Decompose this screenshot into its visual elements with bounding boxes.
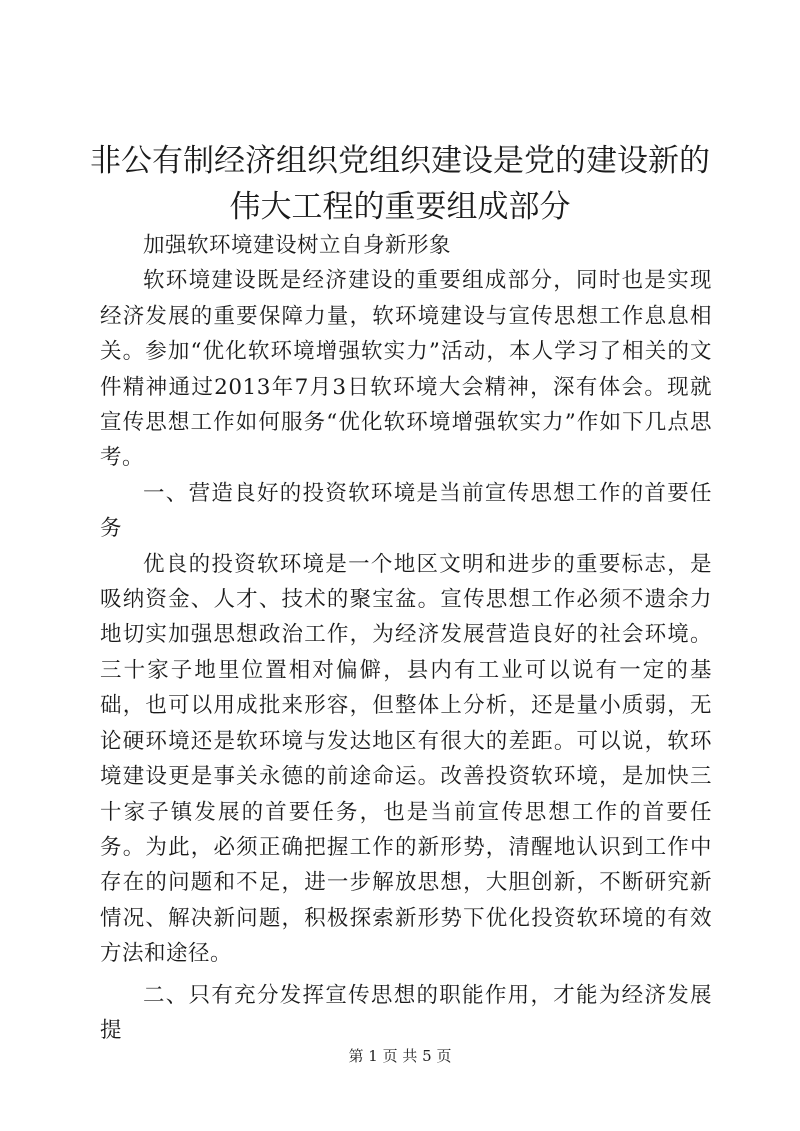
document-body bbox=[100, 228, 712, 1048]
section-1-paragraph: 优良的投资软环境是一个地区文明和进步的重要标志，是吸纳资金、人才、技术的聚宝盆。宣传思想工作必须不遗余力地切实加强思想政治工作，为经济发展营造良好的社会环境。三十家子地里位置相对偏僻，县内有工业可以说有一定的基础，也可以用成批来形容，但整体上分析，还是量小质弱，无论硬环境还是软环境与发达地区有很大的差距。可以说，软环境建设更是事关永德的前途命运。改善投资软环境，是加快三十家子镇发展的首要任务，也是当前宣传思想工作的首要任务。为此，必须正确把握工作的新形势，清醒地认识到工作中存在的问题和不足，进一步解放思想，大胆创新，不断研究新情况、解决新问题，积极探索新形势下优化投资软环境的有效方法和途径。 bbox=[100, 551, 712, 967]
document-title bbox=[90, 138, 710, 230]
subtitle-paragraph: 加强软环境建设树立自身新形象 bbox=[143, 233, 452, 258]
title-line-1: 非公有制经济组织党组织建设是党的建设新的 bbox=[90, 143, 710, 179]
section-heading-1: 一、营造良好的投资软环境是当前宣传思想工作的首要任务 bbox=[100, 480, 712, 542]
page-footer: 第 1 页 共 5 页 bbox=[348, 1047, 452, 1065]
section-heading-2: 二、只有充分发挥宣传思想的职能作用，才能为经济发展提 bbox=[100, 982, 712, 1043]
title-line-2: 伟大工程的重要组成部分 bbox=[229, 189, 571, 225]
intro-paragraph: 软环境建设既是经济建设的重要组成部分，同时也是实现经济发展的重要保障力量，软环境建设与宣传思想工作息息相关。参加“优化软环境增强软实力”活动，本人学习了相关的文件精神通过2013年7月3日软环境大会精神，深有体会。现就宣传思想工作如何服务“优化软环境增强软实力”作如下几点思考。 bbox=[100, 268, 712, 471]
